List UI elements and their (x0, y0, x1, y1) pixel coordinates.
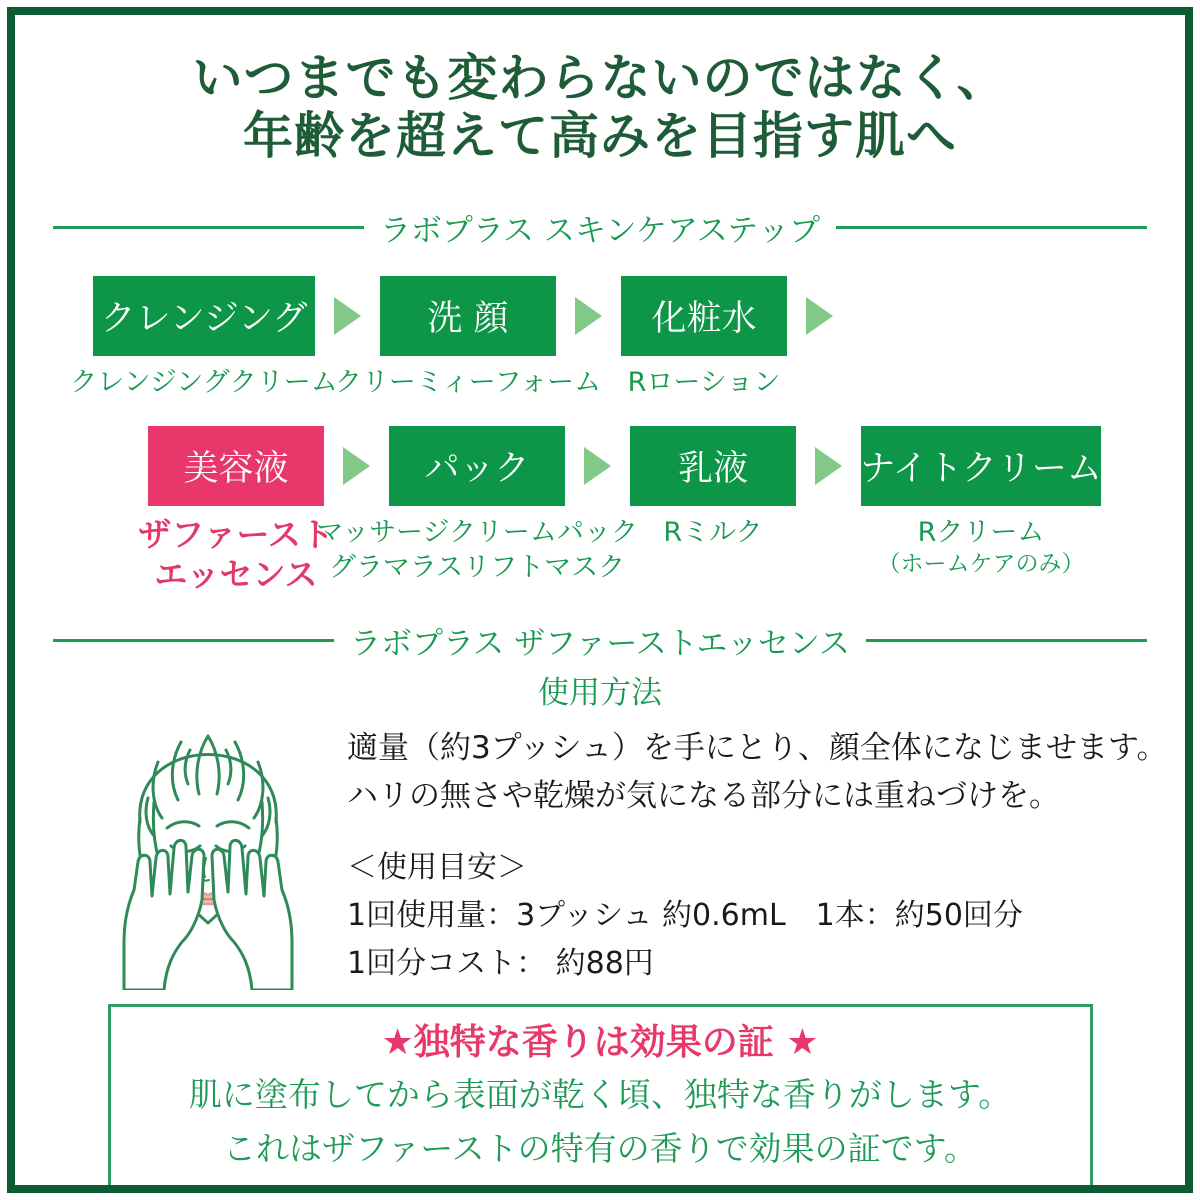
outer-green-frame (7, 7, 1193, 1193)
step-caption: ザファースト エッセンス (138, 515, 334, 594)
skincare-heading-text: ラボプラス スキンケアステップ (379, 213, 821, 249)
step-box-face-wash: 洗 顔 (380, 276, 556, 356)
heading-rule-right (866, 639, 1147, 642)
page-title (15, 49, 1185, 165)
heading-rule-right (836, 226, 1147, 229)
step-milk (630, 426, 796, 550)
heading-rule-left (53, 639, 334, 642)
flow-arrow-icon (575, 297, 602, 335)
usage-body (77, 718, 1168, 990)
usage-guide-line: 1回使用量：3プッシュ 約0.6mL 1本：約50回分 (347, 898, 1023, 934)
step-caption: Rミルク (663, 517, 763, 549)
usage-guide (347, 844, 1167, 988)
scent-note-line: 肌に塗布してから表面が乾く頃、独特な香りがします。 (188, 1075, 1012, 1115)
scent-note-box (108, 1004, 1093, 1192)
flow-arrow-icon (343, 447, 370, 485)
step-cleansing (70, 276, 338, 400)
usage-guide-title: ＜使用目安＞ (347, 850, 527, 886)
skincare-step-row-2 (15, 426, 1185, 594)
skincare-step-row-1 (15, 276, 1185, 400)
step-caption: Rローション (627, 367, 781, 398)
step-box-pack: パック (389, 426, 565, 506)
usage-text-block (347, 718, 1167, 988)
usage-paragraph: 適量（約3プッシュ）を手にとり、顔全体になじませます。 ハリの無さや乾燥が気になる部分には重ねづけを。 (347, 730, 1168, 815)
step-essence (138, 426, 334, 594)
scent-note-line: これはザファーストの特有の香りで効果の証です。 (222, 1129, 978, 1169)
flow-arrow-icon (584, 447, 611, 485)
step-box-cleansing: クレンジング (93, 276, 315, 356)
skincare-section-heading (53, 205, 1147, 250)
step-caption: クリーミィーフォーム (334, 367, 602, 398)
step-caption: クレンジングクリーム (70, 367, 338, 398)
step-box-night-cream: ナイトクリーム (861, 426, 1101, 506)
usage-subheading: 使用方法 (538, 675, 662, 712)
flow-arrow-icon (806, 297, 833, 335)
usage-heading-text: ラボプラス ザファーストエッセンス (350, 626, 850, 663)
usage-section-heading (53, 618, 1147, 663)
step-face-wash (334, 276, 602, 400)
heading-rule-left (53, 226, 364, 229)
step-lotion (621, 276, 787, 400)
face-massage-illustration (77, 690, 339, 990)
usage-guide-line: 1回分コスト： 約88円 (347, 946, 654, 982)
scent-note-heading: ★独特な香りは効果の証 ★ (381, 1022, 819, 1064)
title-line-2: 年齢を超えて高みを目指す肌へ (243, 106, 957, 165)
step-night-cream (861, 426, 1101, 580)
step-box-essence: 美容液 (148, 426, 324, 506)
step-caption: Rクリーム （ホームケアのみ） (877, 517, 1085, 578)
step-pack (316, 426, 638, 585)
flow-arrow-icon (815, 447, 842, 485)
step-caption: マッサージクリームパック グラマラスリフトマスク (316, 517, 638, 584)
step-box-milk: 乳液 (630, 426, 796, 506)
step-box-lotion: 化粧水 (621, 276, 787, 356)
flow-arrow-icon (334, 297, 361, 335)
title-line-1: いつまでも変わらないのではなく、 (192, 48, 1008, 107)
